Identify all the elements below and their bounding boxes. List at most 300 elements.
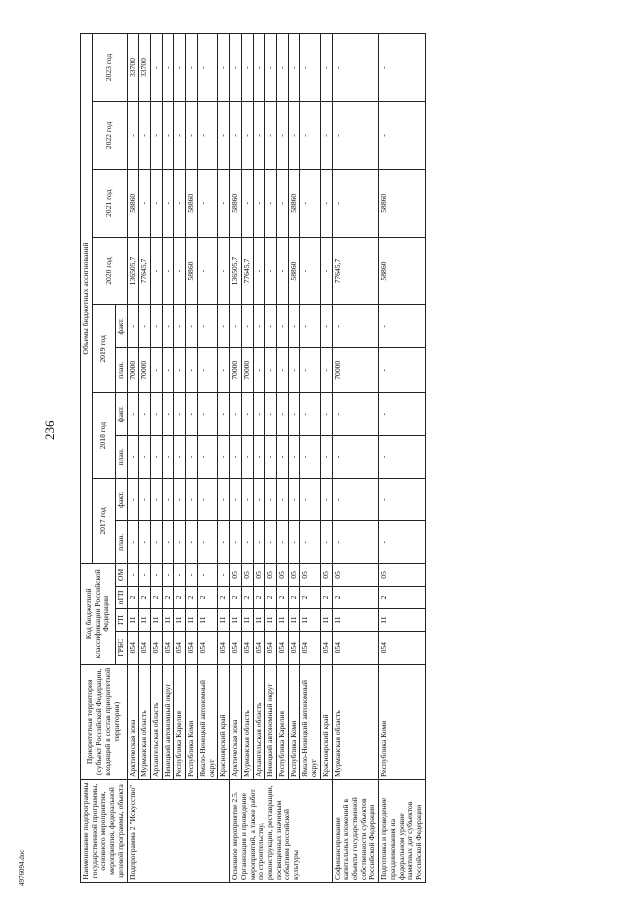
- value-cell-y23: -: [276, 34, 288, 102]
- value-cell-y21: 58860: [379, 169, 426, 237]
- value-cell-p18: -: [320, 436, 332, 479]
- value-cell-pgp: 2: [139, 586, 151, 609]
- value-cell-y21: 58860: [127, 169, 139, 237]
- value-cell-f18: -: [288, 393, 300, 436]
- value-cell-y21: 58860: [288, 169, 300, 237]
- value-cell-f17: -: [174, 478, 186, 521]
- territory-cell: Мурманская область: [241, 664, 253, 780]
- value-cell-y22: -: [162, 102, 174, 170]
- value-cell-f19: -: [127, 305, 139, 348]
- value-cell-f19: -: [139, 305, 151, 348]
- table-row: [127, 34, 139, 883]
- value-cell-gp: 11: [241, 609, 253, 632]
- value-cell-y20: -: [174, 237, 186, 305]
- value-cell-y22: -: [276, 102, 288, 170]
- value-cell-y23: -: [197, 34, 217, 102]
- value-cell-p17: -: [288, 521, 300, 564]
- value-cell-y22: -: [241, 102, 253, 170]
- territory-cell: Архангельская область: [253, 664, 265, 780]
- value-cell-gp: 11: [276, 609, 288, 632]
- value-cell-y21: -: [197, 169, 217, 237]
- value-cell-f17: -: [218, 478, 230, 521]
- value-cell-om: 05: [276, 564, 288, 587]
- value-cell-gp: 11: [300, 609, 320, 632]
- value-cell-y23: -: [379, 34, 426, 102]
- value-cell-grbs: 054: [230, 631, 242, 664]
- value-cell-gp: 11: [253, 609, 265, 632]
- value-cell-y21: -: [241, 169, 253, 237]
- value-cell-f18: -: [230, 393, 242, 436]
- value-cell-y23: -: [265, 34, 277, 102]
- value-cell-p18: -: [151, 436, 163, 479]
- value-cell-pgp: 2: [197, 586, 217, 609]
- value-cell-y23: -: [218, 34, 230, 102]
- table-row: [162, 34, 174, 883]
- table-header: [81, 34, 128, 883]
- territory-cell: Ненецкий автономный округ: [265, 664, 277, 780]
- value-cell-grbs: 054: [241, 631, 253, 664]
- value-cell-f17: -: [197, 478, 217, 521]
- value-cell-y21: -: [320, 169, 332, 237]
- value-cell-f19: -: [162, 305, 174, 348]
- value-cell-p18: -: [276, 436, 288, 479]
- value-cell-f18: -: [265, 393, 277, 436]
- value-cell-f19: -: [197, 305, 217, 348]
- value-cell-p19: -: [253, 348, 265, 393]
- territory-cell: Арктическая зона: [127, 664, 139, 780]
- value-cell-p18: -: [139, 436, 151, 479]
- value-cell-pgp: 2: [162, 586, 174, 609]
- value-cell-p19: -: [276, 348, 288, 393]
- program-name-cell: Подпрограмма 2 "Искусство": [127, 780, 229, 883]
- header-fact-2017: факт.: [115, 478, 127, 521]
- value-cell-f17: -: [332, 478, 379, 521]
- value-cell-y22: -: [230, 102, 242, 170]
- territory-cell: Красноярский край: [218, 664, 230, 780]
- value-cell-y23: -: [288, 34, 300, 102]
- header-plan-2017: план.: [115, 521, 127, 564]
- value-cell-p19: 70000: [332, 348, 379, 393]
- value-cell-pgp: 2: [332, 586, 379, 609]
- value-cell-p18: -: [379, 436, 426, 479]
- value-cell-om: -: [139, 564, 151, 587]
- value-cell-om: 05: [288, 564, 300, 587]
- value-cell-y23: 33700: [127, 34, 139, 102]
- value-cell-y20: 136505,7: [230, 237, 242, 305]
- value-cell-y20: 77645,7: [332, 237, 379, 305]
- value-cell-p19: -: [186, 348, 198, 393]
- value-cell-y22: -: [174, 102, 186, 170]
- value-cell-f18: -: [218, 393, 230, 436]
- value-cell-gp: 11: [218, 609, 230, 632]
- value-cell-p18: -: [265, 436, 277, 479]
- value-cell-pgp: 2: [230, 586, 242, 609]
- page-number: 236: [42, 420, 57, 440]
- value-cell-grbs: 054: [276, 631, 288, 664]
- value-cell-pgp: 2: [320, 586, 332, 609]
- value-cell-f18: -: [127, 393, 139, 436]
- territory-cell: Ямало-Ненецкий автономный округ: [197, 664, 217, 780]
- value-cell-grbs: 054: [300, 631, 320, 664]
- value-cell-om: 05: [230, 564, 242, 587]
- value-cell-p17: -: [320, 521, 332, 564]
- value-cell-pgp: 2: [288, 586, 300, 609]
- value-cell-p19: -: [300, 348, 320, 393]
- value-cell-gp: 11: [197, 609, 217, 632]
- value-cell-y20: 77645,7: [241, 237, 253, 305]
- value-cell-y20: -: [218, 237, 230, 305]
- value-cell-p18: -: [230, 436, 242, 479]
- value-cell-grbs: 054: [174, 631, 186, 664]
- value-cell-grbs: 054: [218, 631, 230, 664]
- header-year-2021: 2021 год: [92, 169, 127, 237]
- value-cell-y20: -: [151, 237, 163, 305]
- value-cell-f19: -: [332, 305, 379, 348]
- table-row: [186, 34, 198, 883]
- table-row: [332, 34, 379, 883]
- value-cell-f17: -: [276, 478, 288, 521]
- header-plan-2018: план.: [115, 436, 127, 479]
- value-cell-y20: 77645,7: [139, 237, 151, 305]
- value-cell-f17: -: [379, 478, 426, 521]
- value-cell-y23: -: [230, 34, 242, 102]
- value-cell-grbs: 054: [288, 631, 300, 664]
- value-cell-y21: -: [218, 169, 230, 237]
- value-cell-y20: -: [265, 237, 277, 305]
- value-cell-pgp: 2: [186, 586, 198, 609]
- value-cell-f18: -: [241, 393, 253, 436]
- value-cell-p17: -: [332, 521, 379, 564]
- value-cell-f19: -: [230, 305, 242, 348]
- territory-cell: Республика Коми: [379, 664, 426, 780]
- value-cell-p19: -: [379, 348, 426, 393]
- value-cell-p18: -: [174, 436, 186, 479]
- value-cell-p18: -: [241, 436, 253, 479]
- value-cell-gp: 11: [127, 609, 139, 632]
- value-cell-y21: 58860: [230, 169, 242, 237]
- value-cell-f17: -: [230, 478, 242, 521]
- value-cell-y22: -: [253, 102, 265, 170]
- value-cell-om: -: [151, 564, 163, 587]
- value-cell-p19: 70000: [127, 348, 139, 393]
- value-cell-y21: -: [332, 169, 379, 237]
- value-cell-p19: -: [197, 348, 217, 393]
- value-cell-p18: -: [127, 436, 139, 479]
- value-cell-f17: -: [300, 478, 320, 521]
- header-name: Наименование подпрограммы государственной программы, основного мероприятия, мероприятия, федеральной целевой программы, объекта: [81, 780, 128, 883]
- value-cell-om: -: [174, 564, 186, 587]
- value-cell-pgp: 2: [218, 586, 230, 609]
- value-cell-p19: -: [162, 348, 174, 393]
- value-cell-y20: -: [162, 237, 174, 305]
- value-cell-p17: -: [162, 521, 174, 564]
- value-cell-p19: 70000: [139, 348, 151, 393]
- value-cell-om: 05: [332, 564, 379, 587]
- value-cell-p17: -: [197, 521, 217, 564]
- value-cell-f18: -: [332, 393, 379, 436]
- table-row: [151, 34, 163, 883]
- value-cell-pgp: 2: [276, 586, 288, 609]
- value-cell-y21: -: [253, 169, 265, 237]
- value-cell-f18: -: [197, 393, 217, 436]
- value-cell-y23: -: [300, 34, 320, 102]
- header-year-2020: 2020 год: [92, 237, 127, 305]
- territory-cell: Ямало-Ненецкий автономный округ: [300, 664, 320, 780]
- value-cell-gp: 11: [151, 609, 163, 632]
- territory-cell: Ненецкий автономный округ: [162, 664, 174, 780]
- value-cell-y20: 58860: [186, 237, 198, 305]
- value-cell-y20: -: [276, 237, 288, 305]
- value-cell-f17: -: [253, 478, 265, 521]
- header-year-2017: 2017 год: [92, 478, 115, 563]
- value-cell-y22: -: [127, 102, 139, 170]
- header-om: ОМ: [115, 564, 127, 587]
- value-cell-y23: -: [253, 34, 265, 102]
- value-cell-f19: -: [186, 305, 198, 348]
- value-cell-f19: -: [379, 305, 426, 348]
- value-cell-f18: -: [320, 393, 332, 436]
- value-cell-y20: -: [197, 237, 217, 305]
- territory-cell: Арктическая зона: [230, 664, 242, 780]
- territory-cell: Республика Карелия: [174, 664, 186, 780]
- value-cell-p18: -: [332, 436, 379, 479]
- value-cell-y20: -: [320, 237, 332, 305]
- value-cell-f17: -: [186, 478, 198, 521]
- territory-cell: Республика Коми: [288, 664, 300, 780]
- value-cell-pgp: 2: [253, 586, 265, 609]
- value-cell-f19: -: [288, 305, 300, 348]
- value-cell-y20: -: [300, 237, 320, 305]
- table-row: [241, 34, 253, 883]
- value-cell-f19: -: [265, 305, 277, 348]
- value-cell-p19: -: [174, 348, 186, 393]
- table-row: [230, 34, 242, 883]
- value-cell-f19: -: [276, 305, 288, 348]
- value-cell-pgp: 2: [151, 586, 163, 609]
- value-cell-f18: -: [253, 393, 265, 436]
- header-gp: ГП: [115, 609, 127, 632]
- value-cell-f18: -: [139, 393, 151, 436]
- value-cell-p18: -: [218, 436, 230, 479]
- value-cell-f18: -: [151, 393, 163, 436]
- table-row: [300, 34, 320, 883]
- value-cell-f18: -: [186, 393, 198, 436]
- value-cell-om: -: [197, 564, 217, 587]
- value-cell-om: 05: [320, 564, 332, 587]
- value-cell-y21: -: [265, 169, 277, 237]
- value-cell-y22: -: [320, 102, 332, 170]
- territory-cell: Мурманская область: [139, 664, 151, 780]
- value-cell-y22: -: [151, 102, 163, 170]
- header-budget-code: Код бюджетной классификации Российской Федерации: [81, 564, 116, 664]
- header-grbs: ГРБС: [115, 631, 127, 664]
- value-cell-y23: -: [186, 34, 198, 102]
- value-cell-gp: 11: [288, 609, 300, 632]
- value-cell-p19: -: [288, 348, 300, 393]
- value-cell-f19: -: [151, 305, 163, 348]
- value-cell-p19: 70000: [230, 348, 242, 393]
- value-cell-p17: -: [218, 521, 230, 564]
- value-cell-p17: -: [379, 521, 426, 564]
- header-volumes: Объемы бюджетных ассигнований: [81, 34, 93, 564]
- value-cell-p19: -: [218, 348, 230, 393]
- value-cell-y22: -: [265, 102, 277, 170]
- value-cell-gp: 11: [379, 609, 426, 632]
- footer-filename: 4976094.doc: [18, 849, 26, 886]
- value-cell-pgp: 2: [379, 586, 426, 609]
- value-cell-om: 05: [379, 564, 426, 587]
- value-cell-om: 05: [241, 564, 253, 587]
- program-name-cell: Основное мероприятие 2.5. Организация и проведение мероприятий, а также работ по строительству, реконструкции, реставрации, посвященных значимым событиям российской культуры: [230, 780, 332, 883]
- value-cell-y22: -: [186, 102, 198, 170]
- header-fact-2018: факт.: [115, 393, 127, 436]
- value-cell-p19: 70000: [241, 348, 253, 393]
- value-cell-y20: 58860: [288, 237, 300, 305]
- value-cell-y21: -: [174, 169, 186, 237]
- value-cell-p18: -: [186, 436, 198, 479]
- header-year-2018: 2018 год: [92, 393, 115, 478]
- value-cell-gp: 11: [332, 609, 379, 632]
- value-cell-grbs: 054: [162, 631, 174, 664]
- value-cell-f19: -: [320, 305, 332, 348]
- value-cell-gp: 11: [320, 609, 332, 632]
- value-cell-y22: -: [288, 102, 300, 170]
- value-cell-p17: -: [241, 521, 253, 564]
- header-fact-2019: факт.: [115, 305, 127, 348]
- value-cell-y23: -: [332, 34, 379, 102]
- value-cell-grbs: 054: [151, 631, 163, 664]
- value-cell-p19: -: [320, 348, 332, 393]
- header-plan-2019: план.: [115, 348, 127, 393]
- value-cell-grbs: 054: [332, 631, 379, 664]
- value-cell-f17: -: [127, 478, 139, 521]
- value-cell-p17: -: [186, 521, 198, 564]
- table-row: [253, 34, 265, 883]
- value-cell-grbs: 054: [139, 631, 151, 664]
- value-cell-y22: -: [197, 102, 217, 170]
- value-cell-pgp: 2: [127, 586, 139, 609]
- value-cell-y22: -: [139, 102, 151, 170]
- value-cell-p18: -: [300, 436, 320, 479]
- value-cell-grbs: 054: [320, 631, 332, 664]
- program-name-cell: Софинансирование капитальных вложений в объекты государственной собственности субъектов Российской Федерации: [332, 780, 379, 883]
- value-cell-p17: -: [151, 521, 163, 564]
- value-cell-f17: -: [288, 478, 300, 521]
- header-year-2023: 2023 год: [92, 34, 127, 102]
- value-cell-p17: -: [127, 521, 139, 564]
- value-cell-y21: 58860: [186, 169, 198, 237]
- header-year-2022: 2022 год: [92, 102, 127, 170]
- budget-table: [80, 33, 426, 883]
- value-cell-om: -: [162, 564, 174, 587]
- value-cell-gp: 11: [139, 609, 151, 632]
- value-cell-f18: -: [276, 393, 288, 436]
- table-row: [218, 34, 230, 883]
- value-cell-f17: -: [320, 478, 332, 521]
- table-row: [174, 34, 186, 883]
- value-cell-y23: 33700: [139, 34, 151, 102]
- value-cell-f17: -: [162, 478, 174, 521]
- table-row: [276, 34, 288, 883]
- value-cell-p19: -: [151, 348, 163, 393]
- table-row: [139, 34, 151, 883]
- table-row: [320, 34, 332, 883]
- value-cell-grbs: 054: [379, 631, 426, 664]
- header-year-2019: 2019 год: [92, 305, 115, 393]
- value-cell-om: -: [186, 564, 198, 587]
- value-cell-y21: -: [300, 169, 320, 237]
- value-cell-p17: -: [276, 521, 288, 564]
- value-cell-om: 05: [253, 564, 265, 587]
- value-cell-f19: -: [218, 305, 230, 348]
- value-cell-grbs: 054: [265, 631, 277, 664]
- program-name-cell: Подготовка и проведение праздникования на федеральном уровне памятных дат субъектов Российской Федерации: [379, 780, 426, 883]
- value-cell-f18: -: [162, 393, 174, 436]
- value-cell-om: -: [127, 564, 139, 587]
- value-cell-p18: -: [162, 436, 174, 479]
- territory-cell: Архангельская область: [151, 664, 163, 780]
- value-cell-y22: -: [300, 102, 320, 170]
- value-cell-y20: -: [253, 237, 265, 305]
- value-cell-gp: 11: [186, 609, 198, 632]
- value-cell-f19: -: [174, 305, 186, 348]
- table-row: [379, 34, 426, 883]
- value-cell-y22: -: [379, 102, 426, 170]
- value-cell-p18: -: [288, 436, 300, 479]
- value-cell-y21: -: [139, 169, 151, 237]
- value-cell-y23: -: [320, 34, 332, 102]
- value-cell-grbs: 054: [197, 631, 217, 664]
- territory-cell: Мурманская область: [332, 664, 379, 780]
- value-cell-f17: -: [265, 478, 277, 521]
- value-cell-y23: -: [162, 34, 174, 102]
- rotated-table-container: [80, 33, 640, 883]
- value-cell-gp: 11: [174, 609, 186, 632]
- value-cell-f19: -: [300, 305, 320, 348]
- value-cell-y20: 58860: [379, 237, 426, 305]
- value-cell-pgp: 2: [265, 586, 277, 609]
- value-cell-p18: -: [197, 436, 217, 479]
- value-cell-p17: -: [230, 521, 242, 564]
- value-cell-gp: 11: [230, 609, 242, 632]
- value-cell-gp: 11: [265, 609, 277, 632]
- value-cell-p17: -: [253, 521, 265, 564]
- header-pgp: пГП: [115, 586, 127, 609]
- value-cell-pgp: 2: [174, 586, 186, 609]
- value-cell-p18: -: [253, 436, 265, 479]
- table-row: [197, 34, 217, 883]
- value-cell-p17: -: [265, 521, 277, 564]
- value-cell-y22: -: [218, 102, 230, 170]
- value-cell-y23: -: [241, 34, 253, 102]
- value-cell-f18: -: [379, 393, 426, 436]
- value-cell-om: 05: [300, 564, 320, 587]
- value-cell-y20: 136505,7: [127, 237, 139, 305]
- territory-cell: Республика Карелия: [276, 664, 288, 780]
- value-cell-y21: -: [162, 169, 174, 237]
- value-cell-grbs: 054: [253, 631, 265, 664]
- territory-cell: Республика Коми: [186, 664, 198, 780]
- value-cell-f17: -: [241, 478, 253, 521]
- table-row: [265, 34, 277, 883]
- value-cell-p17: -: [139, 521, 151, 564]
- value-cell-f19: -: [253, 305, 265, 348]
- value-cell-y21: -: [276, 169, 288, 237]
- value-cell-om: 05: [265, 564, 277, 587]
- value-cell-y23: -: [174, 34, 186, 102]
- value-cell-pgp: 2: [241, 586, 253, 609]
- value-cell-grbs: 054: [127, 631, 139, 664]
